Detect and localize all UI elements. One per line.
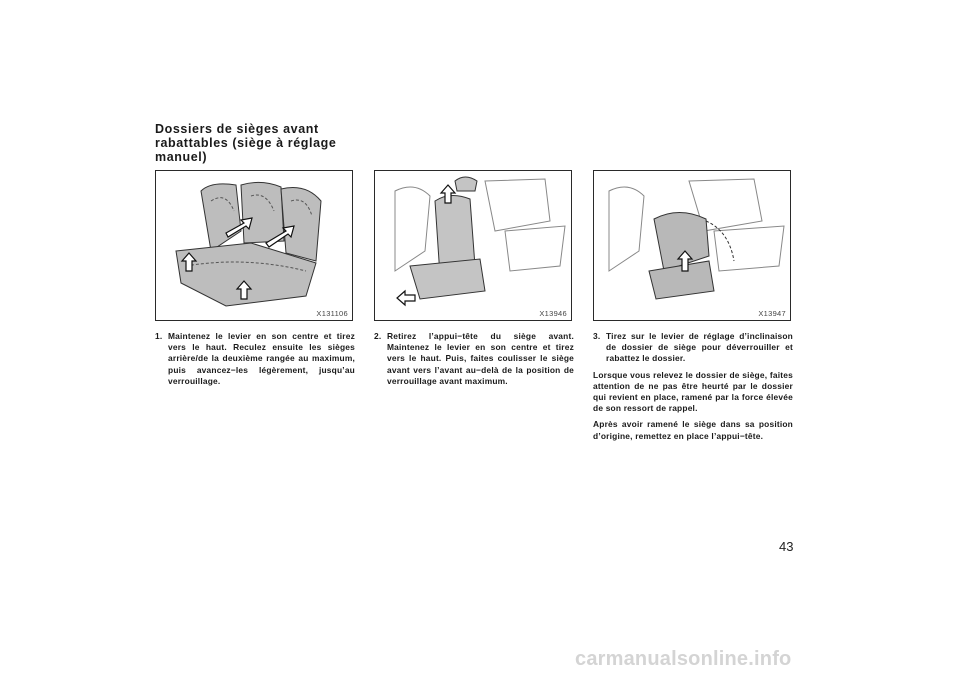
figure-rear-seat bbox=[155, 170, 353, 321]
column-3 bbox=[593, 331, 793, 442]
column-2 bbox=[374, 331, 574, 387]
front-cushion bbox=[410, 259, 485, 299]
step-2 bbox=[374, 331, 574, 387]
step-1 bbox=[155, 331, 355, 387]
rear-seat-illustration bbox=[156, 171, 352, 320]
arrow-forward bbox=[397, 291, 415, 305]
column-1 bbox=[155, 331, 355, 387]
seatback-left bbox=[201, 184, 241, 251]
figure-front-seat-fold bbox=[593, 170, 791, 321]
figure-code: X13947 bbox=[758, 309, 786, 318]
step-text: Maintenez le levier en son centre et tirez vers le haut. Reculez ensuite les sièges arrière/de la deuxième rangée au maximum, puis avancez−les légèrement, jusqu’au verrouillage. bbox=[168, 331, 355, 386]
step-number: 1. bbox=[155, 331, 163, 341]
seatback-center bbox=[241, 182, 284, 243]
step-text: Tirez sur le levier de réglage d’inclinaison de dossier de siège pour déverrouiller et rabattez le dossier. bbox=[606, 331, 793, 364]
section-title: Dossiers de sièges avant rabattables (siège à réglage manuel) bbox=[155, 122, 337, 164]
front-seat-headrest-illustration bbox=[375, 171, 571, 320]
seatback-right bbox=[281, 188, 321, 262]
figure-front-seat-headrest bbox=[374, 170, 572, 321]
step-number: 3. bbox=[593, 331, 601, 341]
figure-code: X13946 bbox=[539, 309, 567, 318]
page-number: 43 bbox=[779, 539, 794, 554]
note-paragraph: Après avoir ramené le siège dans sa position d’origine, remettez en place l’appui−tête. bbox=[593, 419, 793, 441]
step-number: 2. bbox=[374, 331, 382, 341]
front-seat-fold-illustration bbox=[594, 171, 790, 320]
headrest bbox=[455, 177, 477, 191]
note-paragraph: Lorsque vous relevez le dossier de siège, faites attention de ne pas être heurté par le dossier qui revient en place, ramené par la force élevée de son ressort de rappel. bbox=[593, 369, 793, 414]
figure-code: X131106 bbox=[316, 309, 348, 318]
watermark: carmanualsonline.info bbox=[575, 648, 792, 670]
step-3 bbox=[593, 331, 793, 365]
step-text: Retirez l’appui−tête du siège avant. Maintenez le levier en son centre et tirez vers le haut. Puis, faites coulisser le siège avant vers l’avant au−delà de la position de verrouillage avant maximum. bbox=[387, 331, 574, 386]
